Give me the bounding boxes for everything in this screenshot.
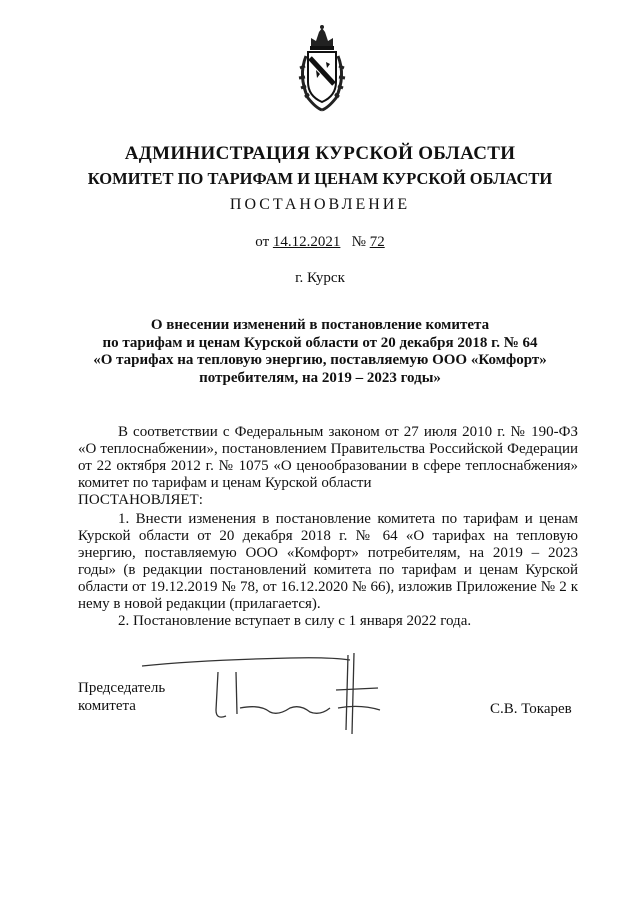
- document-number: 72: [369, 234, 385, 250]
- document-body: [78, 424, 578, 630]
- signatory-name: С.В. Токарев: [490, 701, 572, 717]
- item-2-paragraph: 2. Постановление вступает в силу с 1 января 2022 года.: [118, 613, 472, 629]
- committee-heading: КОМИТЕТ ПО ТАРИФАМ И ЦЕНАМ КУРСКОЙ ОБЛАСТИ: [87, 169, 553, 188]
- document-date: 14.12.2021: [272, 234, 341, 250]
- date-prefix: от: [255, 234, 270, 250]
- role-line: Председатель: [78, 680, 166, 696]
- document-type: ПОСТАНОВЛЕНИЕ: [229, 196, 411, 213]
- item-1-paragraph: 1. Внести изменения в постановление комитета по тарифам и ценам Курской области от 20 декабря 2018 г. № 64 «О тарифах на тепловую энергию, поставляемую ООО «Комфорт» потребителям, на 2019 – 2023 годы» (в редакции постановлений комитета по тарифам и ценам Курской области от 19.12.2019 № 78, от 16.12.2020 № 66), изложив Приложение № 2 к нему в новой редакции (прилагается).: [78, 511, 578, 612]
- number-prefix: №: [351, 234, 366, 250]
- role-line: комитета: [78, 698, 136, 714]
- title-line: «О тарифах на тепловую энергию, поставляемую ООО «Комфорт»: [93, 352, 547, 368]
- dateline: [0, 234, 640, 251]
- document-title: [70, 317, 570, 387]
- title-line: по тарифам и ценам Курской области от 20 декабря 2018 г. № 64: [102, 334, 538, 351]
- title-line: О внесении изменений в постановление комитета: [150, 317, 490, 333]
- coat-of-arms-icon: [296, 24, 348, 112]
- title-line: потребителям, на 2019 – 2023 годы»: [199, 369, 441, 386]
- city: г. Курск: [295, 270, 345, 286]
- handwritten-signature: [140, 650, 410, 735]
- administration-heading: АДМИНИСТРАЦИЯ КУРСКОЙ ОБЛАСТИ: [124, 143, 516, 164]
- preamble-paragraph: В соответствии с Федеральным законом от 27 июля 2010 г. № 190-ФЗ «О теплоснабжении», постановлением Правительства Российской Федерации от 22 октября 2012 г. № 1075 «О ценообразовании в сфере теплоснабжения» комитет по тарифам и ценам Курской области: [78, 424, 578, 491]
- decree-word: ПОСТАНОВЛЯЕТ:: [78, 492, 203, 508]
